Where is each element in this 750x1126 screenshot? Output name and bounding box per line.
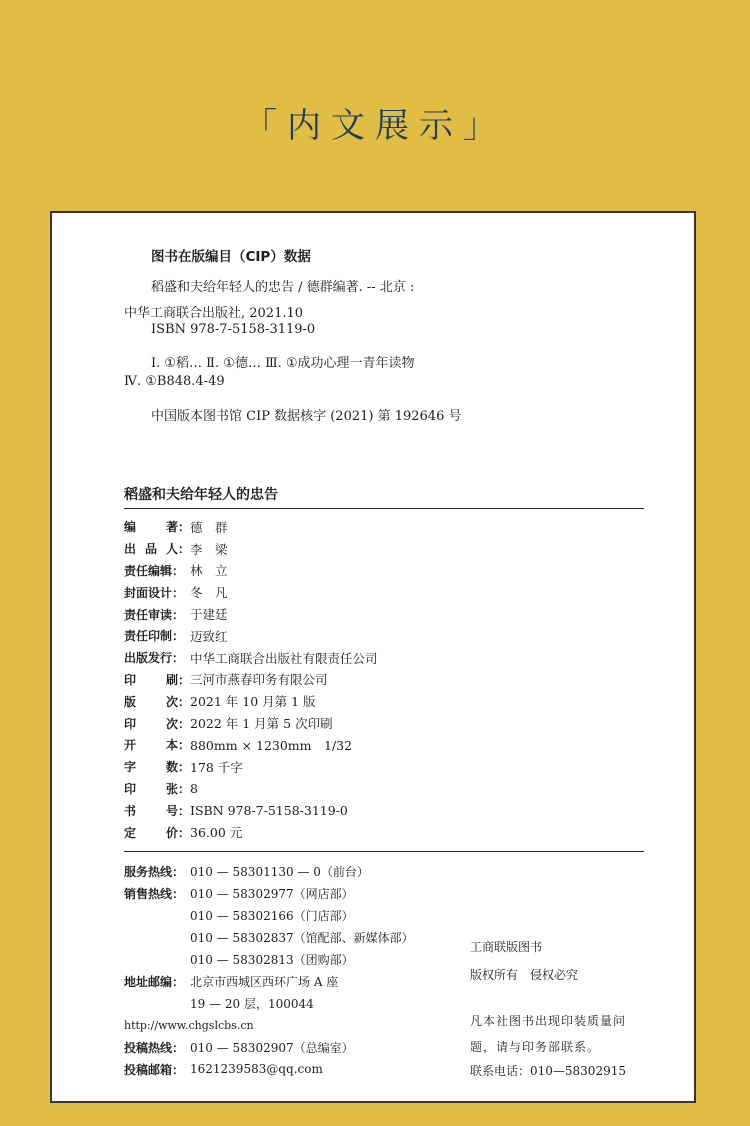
credit-row xyxy=(124,603,644,625)
credit-row xyxy=(124,516,644,538)
credit-row xyxy=(124,625,644,647)
credit-row xyxy=(124,734,644,756)
credit-label xyxy=(124,802,190,819)
page-heading: 「内文展示」 xyxy=(243,106,507,146)
contacts-list xyxy=(124,860,464,1080)
credit-label xyxy=(124,671,190,688)
credit-row xyxy=(124,669,644,691)
contact-row xyxy=(124,948,464,970)
credit-label xyxy=(124,606,190,623)
credit-label xyxy=(124,780,190,797)
contact-row xyxy=(124,992,464,1014)
contact-value: 北京市西城区西环广场 A 座 xyxy=(190,974,339,989)
credit-value: 德 群 xyxy=(190,519,228,535)
contact-value: 010 — 58302837（馆配部、新媒体部） xyxy=(190,930,414,945)
website-url: http://www.chgslcbs.cn xyxy=(124,1018,254,1032)
cip-heading: 图书在版编目（CIP）数据 xyxy=(151,249,311,265)
credit-row xyxy=(124,799,644,821)
cip-line: 中华工商联合出版社, 2021.10 xyxy=(124,306,304,321)
credit-value: 8 xyxy=(190,780,198,796)
cip-line: ISBN 978-7-5158-3119-0 xyxy=(151,322,316,337)
contact-value: 010 — 58302907（总编室） xyxy=(190,1040,354,1055)
credit-label-part: 编 xyxy=(124,520,137,535)
credit-value: 中华工商联合出版社有限责任公司 xyxy=(190,650,378,666)
credit-label xyxy=(124,540,190,557)
credit-row xyxy=(124,756,644,778)
contact-row xyxy=(124,1036,464,1058)
divider xyxy=(124,508,644,509)
credit-label xyxy=(124,736,190,753)
credit-label xyxy=(124,627,190,644)
credit-label-part: 本： xyxy=(165,738,190,753)
credit-value: 2021 年 10 月第 1 版 xyxy=(190,694,316,710)
credit-label-part: 开 xyxy=(124,738,137,753)
contact-row xyxy=(124,860,464,882)
credit-label xyxy=(124,758,190,775)
contact-label: 投稿邮箱： xyxy=(124,1062,185,1077)
credits-list xyxy=(124,516,644,843)
contact-value: 19 — 20 层，100044 xyxy=(190,996,314,1011)
credit-value: 880mm × 1230mm 1/32 xyxy=(190,737,353,753)
contact-row xyxy=(124,882,464,904)
credit-row xyxy=(124,581,644,603)
credit-label-part: 次： xyxy=(165,694,190,709)
credit-label xyxy=(124,715,190,732)
credit-label-part: 字 xyxy=(124,760,137,775)
credit-label xyxy=(124,824,190,841)
book-title: 稻盛和夫给年轻人的忠告 xyxy=(124,487,278,503)
contact-value: 1621239583@qq.com xyxy=(190,1062,323,1076)
credit-label-part: 责任编辑： xyxy=(124,563,185,578)
credit-row xyxy=(124,821,644,843)
quality-notice: 题，请与印务部联系。 xyxy=(470,1040,601,1054)
credit-label xyxy=(124,562,190,579)
credit-label-part: 次： xyxy=(165,716,190,731)
contact-value: 010 — 58302166（门店部） xyxy=(190,908,354,923)
credit-label-part: 数： xyxy=(165,760,190,775)
divider xyxy=(124,851,644,852)
contact-label: 投稿热线： xyxy=(124,1040,185,1055)
credit-label xyxy=(124,649,190,666)
contact-label: 销售热线： xyxy=(124,886,185,901)
contact-row xyxy=(124,970,464,992)
credit-row xyxy=(124,560,644,582)
credit-value: ISBN 978-7-5158-3119-0 xyxy=(190,802,348,818)
credit-label xyxy=(124,693,190,710)
credit-label-part: 号： xyxy=(165,803,190,818)
credit-label-part: 印 xyxy=(124,716,137,731)
contact-row xyxy=(124,926,464,948)
credit-label-part: 书 xyxy=(124,803,137,818)
contact-phone: 联系电话：010—58302915 xyxy=(470,1064,626,1078)
credit-value: 三河市燕春印务有限公司 xyxy=(190,672,328,688)
credit-row xyxy=(124,690,644,712)
credit-label-part: 出 xyxy=(124,542,137,557)
credit-value: 林 立 xyxy=(190,563,228,579)
credit-row xyxy=(124,778,644,800)
credit-label-part: 出版发行： xyxy=(124,651,185,666)
credit-label-part: 人： xyxy=(165,542,190,557)
credit-label-part: 印 xyxy=(124,672,137,687)
contact-row xyxy=(124,1014,464,1036)
quality-notice: 凡本社图书出现印装质量问 xyxy=(470,1014,627,1028)
credit-label xyxy=(124,584,190,601)
contact-value: 010 — 58301130 — 0（前台） xyxy=(190,864,369,879)
contact-label: 服务热线： xyxy=(124,864,185,879)
credit-label-part: 版 xyxy=(124,694,137,709)
credit-label-part: 品 xyxy=(144,542,157,557)
credit-value: 迈致红 xyxy=(190,628,228,644)
contact-row xyxy=(124,1058,464,1080)
credit-label-part: 定 xyxy=(124,825,137,840)
credit-label-part: 张： xyxy=(165,781,190,796)
copyright-page xyxy=(50,211,696,1103)
cip-line: 中国版本图书馆 CIP 数据核字 (2021) 第 192646 号 xyxy=(151,409,462,424)
contact-value: 010 — 58302813（团购部） xyxy=(190,952,354,967)
credit-value: 2022 年 1 月第 5 次印刷 xyxy=(190,716,333,732)
credit-value: 李 梁 xyxy=(190,541,228,557)
credit-label-part: 刷： xyxy=(165,672,190,687)
cip-line: Ⅰ. ①稻… Ⅱ. ①德… Ⅲ. ①成功心理一青年读物 xyxy=(151,356,415,371)
credit-row xyxy=(124,712,644,734)
contact-row xyxy=(124,904,464,926)
credit-label-part: 价： xyxy=(165,825,190,840)
credit-value: 于建廷 xyxy=(190,607,228,623)
credit-label-part: 责任印制： xyxy=(124,629,185,644)
credit-row xyxy=(124,538,644,560)
rights-notice: 版权所有 侵权必究 xyxy=(470,968,579,982)
credit-label-part: 责任审读： xyxy=(124,607,185,622)
contact-value: 010 — 58302977（网店部） xyxy=(190,886,354,901)
cip-line: 稻盛和夫给年轻人的忠告 / 德群编著. -- 北京 : xyxy=(151,280,415,295)
credit-label-part: 著： xyxy=(165,520,190,535)
credit-label-part: 印 xyxy=(124,781,137,796)
credit-label-part: 封面设计： xyxy=(124,585,185,600)
credit-label xyxy=(124,518,190,535)
publisher-label: 工商联版图书 xyxy=(470,940,543,954)
credit-value: 36.00 元 xyxy=(190,825,243,841)
credit-value: 冬 凡 xyxy=(190,585,228,601)
contact-label: 地址邮编： xyxy=(124,974,185,989)
credit-value: 178 千字 xyxy=(190,759,243,775)
cip-line: Ⅳ. ①B848.4-49 xyxy=(124,374,225,389)
credit-row xyxy=(124,647,644,669)
